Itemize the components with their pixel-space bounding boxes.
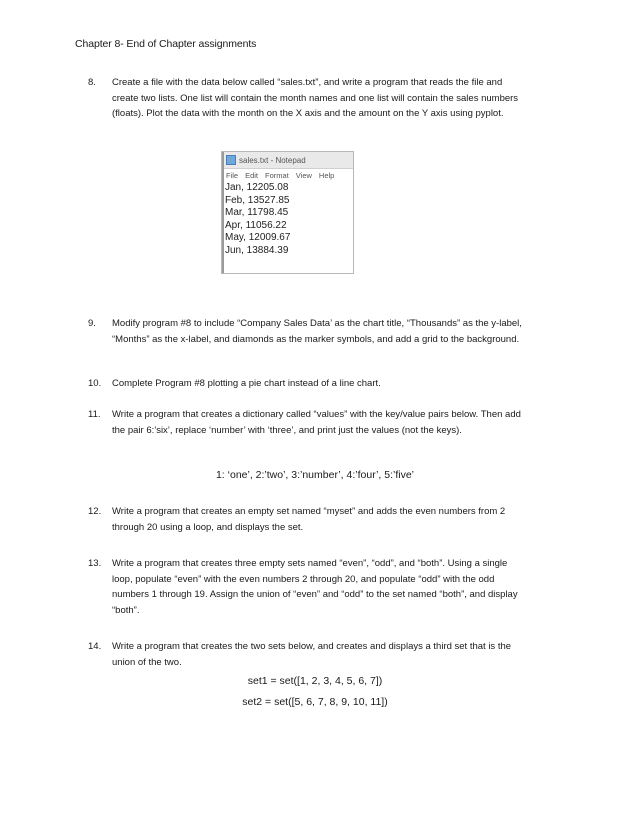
assignment-item-9 (88, 316, 523, 347)
menu-format: Format (265, 171, 289, 180)
page-header: Chapter 8- End of Chapter assignments (75, 38, 257, 50)
sales-line: Apr, 11056.22 (225, 219, 287, 231)
assignment-item-11 (88, 407, 523, 438)
item-text: Write a program that creates an empty set named “myset” and adds the even numbers from 2 through 20 using a loop, and displays the set. (112, 506, 506, 533)
item-text: Write a program that creates three empty sets named “even”, “odd”, and “both”. Using a single loop, populate “even” with the even numbers 2 through 20, and populate “odd” with the odd numbers 1 through 19. Assign the union of “even” and “odd” to the set named “both”, and display “both”. (112, 558, 518, 616)
set2-definition: set2 = set([5, 6, 7, 8, 9, 10, 11]) (242, 696, 388, 708)
menu-edit: Edit (245, 171, 259, 180)
sales-line: Mar, 11798.45 (225, 207, 289, 218)
menu-file: File (226, 171, 239, 180)
item-number: 13. (88, 558, 102, 569)
menu-view: View (295, 171, 312, 180)
item-text: Modify program #8 to include “Company Sales Data’ as the chart title, “Thousands” as the y-label, “Months” as the x-label, and diamonds as the marker symbols, and add a grid to the background. (112, 318, 522, 345)
assignment-item-12 (88, 504, 523, 535)
assignment-item-10 (88, 376, 523, 392)
item-text: Write a program that creates the two sets below, and creates and displays a third set that is the union of the two. (112, 641, 512, 668)
item-number: 11. (88, 409, 101, 420)
sales-line: Feb, 13527.85 (225, 194, 290, 206)
item-number: 14. (88, 641, 102, 652)
dictionary-pairs: 1: ‘one’, 2:’two’, 3:’number’, 4:’four’, 5:’five’ (215, 469, 415, 481)
item-number: 10. (88, 378, 102, 389)
item-text: Write a program that creates a dictionary called “values” with the key/value pairs below. Then add the pair 6:’six’, replace ‘number’ with ‘three’, and print just the values (not the keys). (112, 409, 521, 436)
item-text: Complete Program #8 plotting a pie chart instead of a line chart. (112, 378, 381, 389)
notepad-screenshot (221, 151, 354, 274)
item-number: 9. (88, 318, 96, 329)
item-number: 8. (88, 77, 96, 88)
sales-line: Jan, 12205.08 (225, 182, 289, 193)
notepad-menubar (222, 169, 353, 182)
set1-definition: set1 = set([1, 2, 3, 4, 5, 6, 7]) (247, 675, 383, 687)
item-text: Create a file with the data below called “sales.txt”, and write a program that reads the file and create two lists. One list will contain the month names and one list will contain the sales numbers (floats). Plot the data with the month on the X axis and the amount on the Y axis using pyplot. (112, 77, 519, 119)
sales-line: May, 12009.67 (225, 232, 291, 243)
assignment-item-13 (88, 556, 523, 618)
notepad-titlebar (222, 152, 353, 169)
item-number: 12. (88, 506, 102, 517)
notepad-content (222, 182, 353, 257)
notepad-icon (226, 155, 236, 165)
assignment-item-8 (88, 75, 523, 122)
sales-line: Jun, 13884.39 (225, 244, 289, 256)
assignment-item-14 (88, 639, 523, 670)
menu-help: Help (318, 171, 335, 180)
window-edge (222, 152, 224, 273)
notepad-title: sales.txt - Notepad (239, 155, 306, 165)
